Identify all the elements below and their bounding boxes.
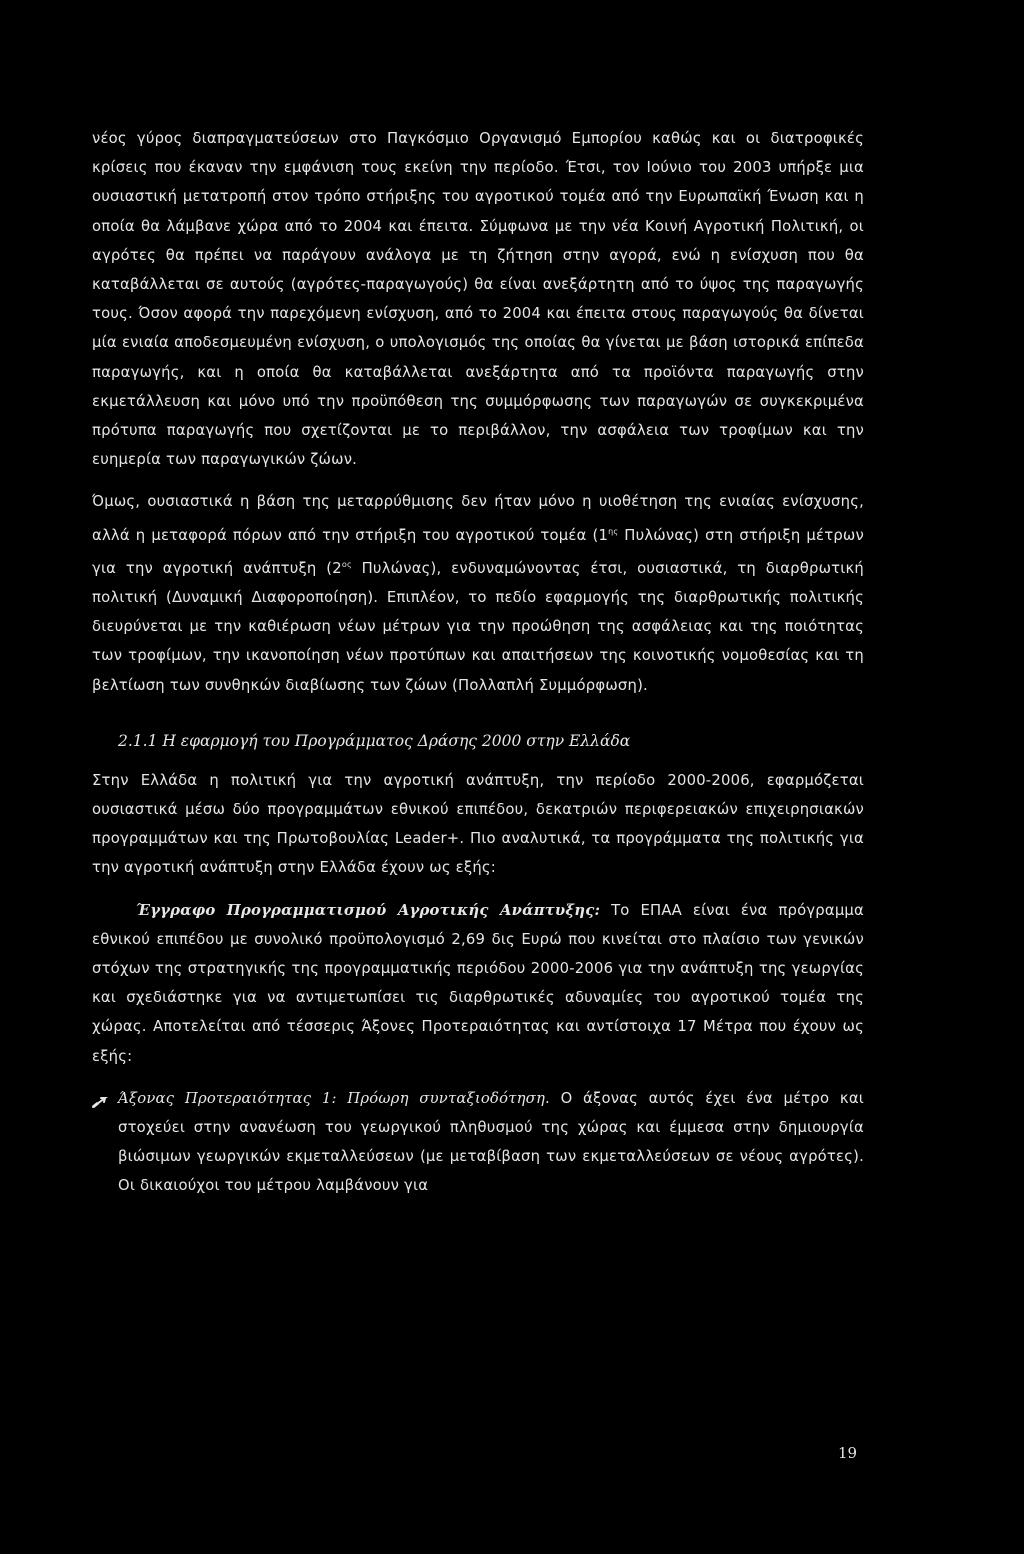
paragraph-epaa	[92, 896, 864, 1071]
arrow-bullet-icon	[92, 1084, 118, 1201]
list-item-body: Ο άξονας αυτός έχει ένα μέτρο και στοχεύει στην ανανέωση του γεωργικού πληθυσμού της χώρας και έμμεσα στην δημιουργία βιώσιμων γεωργικών εκμεταλλεύσεων (με μεταβίβαση των εκμεταλλεύσεων σε νέους αγρότες). Οι δικαιούχοι του μέτρου λαμβάνουν για	[118, 1089, 864, 1195]
list-item-title: Άξονας Προτεραιότητας 1: Πρόωρη συνταξιοδότηση.	[118, 1089, 550, 1107]
paragraph-pillars-text-a: Όμως, ουσιαστικά η βάση της μεταρρύθμισης δεν ήταν μόνο η υιοθέτηση της ενιαίας ενίσχυσης, αλλά η μεταφορά πόρων από την στήριξη του αγροτικού τομέα (1	[92, 493, 864, 544]
document-body	[92, 124, 864, 1201]
section-heading: 2.1.1 Η εφαρμογή του Προγράμματος Δράσης 2000 στην Ελλάδα	[118, 731, 631, 750]
paragraph-pillars	[92, 487, 864, 699]
list-item-text	[118, 1084, 864, 1201]
ordinal-superscript-2: ος	[341, 559, 352, 569]
list-item	[92, 1084, 864, 1201]
page-number: 19	[838, 1444, 858, 1462]
paragraph-pillars-text-c: Πυλώνας), ενδυναμώνοντας έτσι, ουσιαστικά, τη διαρθρωτική πολιτική (Δυναμική Διαφοροποίηση). Επιπλέον, το πεδίο εφαρμογής της διαρθρωτικής πολιτικής διευρύνεται με την καθιέρωση νέων μέτρων για την προώθηση της ασφάλειας και της ποιότητας των τροφίμων, την ικανοποίηση νέων προτύπων και απαιτήσεων της κοινοτικής νομοθεσίας και τη βελτίωση των συνθηκών διαβίωσης των ζώων (Πολλαπλή Συμμόρφωση).	[92, 559, 864, 694]
paragraph-cap-reform-text: νέος γύρος διαπραγματεύσεων στο Παγκόσμιο Οργανισμό Εμπορίου καθώς και οι διατροφικές κρίσεις που έκαναν την εμφάνιση τους εκείνη την περίοδο. Έτσι, τον Ιούνιο του 2003 υπήρξε μια ουσιαστική μετατροπή στον τρόπο στήριξης του αγροτικού τομέα από την Ευρωπαϊκή Ένωση και η οποία θα λάμβανε χώρα από το 2004 και έπειτα. Σύμφωνα με την νέα Κοινή Αγροτική Πολιτική, οι αγρότες θα πρέπει να παράγουν ανάλογα με τη ζήτηση στην αγορά, ενώ η ενίσχυση που θα καταβάλλεται σε αυτούς (αγρότες-παραγωγούς) θα είναι ανεξάρτητη από το ύψος της παραγωγής τους. Όσον αφορά την παρεχόμενη ενίσχυση, από το 2004 και έπειτα στους παραγωγούς θα δίνεται μία ενιαία αποδεσμευμένη ενίσχυση, ο υπολογισμός της οποίας θα γίνεται με βάση ιστορικά επίπεδα παραγωγής, και η οποία θα καταβάλλεται ανεξάρτητα από τα προϊόντα παραγωγής στην εκμετάλλευση και μόνο υπό την προϋπόθεση της συμμόρφωσης των παραγωγών σε συγκεκριμένα πρότυπα παραγωγής που σχετίζονται με το περιβάλλον, την ασφάλεια των τροφίμων και την ευημερία των παραγωγικών ζώων.	[92, 130, 864, 469]
paragraph-pillars-text-b: Πυλώνας) στη στήριξη μέτρων για την αγροτική ανάπτυξη (2	[92, 526, 864, 577]
ordinal-superscript-1: ης	[608, 526, 619, 536]
paragraph-cap-reform	[92, 124, 864, 474]
epaa-title: Έγγραφο Προγραμματισμού Αγροτικής Ανάπτυξης:	[136, 901, 601, 919]
paragraph-greece-programs-text: Στην Ελλάδα η πολιτική για την αγροτική ανάπτυξη, την περίοδο 2000-2006, εφαρμόζεται ουσιαστικά μέσω δύο προγραμμάτων εθνικού επιπέδου, δεκατριών περιφερειακών επιχειρησιακών προγραμμάτων και της Πρωτοβουλίας Leader+. Πιο αναλυτικά, τα προγράμματα της πολιτικής για την αγροτική ανάπτυξη στην Ελλάδα έχουν ως εξής:	[92, 771, 864, 877]
paragraph-greece-programs	[92, 766, 864, 883]
epaa-body: Το ΕΠΑΑ είναι ένα πρόγραμμα εθνικού επιπέδου με συνολικό προϋπολογισμό 2,69 δις Ευρώ που κινείται στο πλαίσιο των γενικών στόχων της στρατηγικής της προγραμματικής περιόδου 2000-2006 για την ανάπτυξη της γεωργίας και σχεδιάστηκε για να αντιμετωπίσει τις διαρθρωτικές αδυναμίες του αγροτικού τομέα της χώρας. Αποτελείται από τέσσερις Άξονες Προτεραιότητας και αντίστοιχα 17 Μέτρα που έχουν ως εξής:	[92, 901, 865, 1065]
